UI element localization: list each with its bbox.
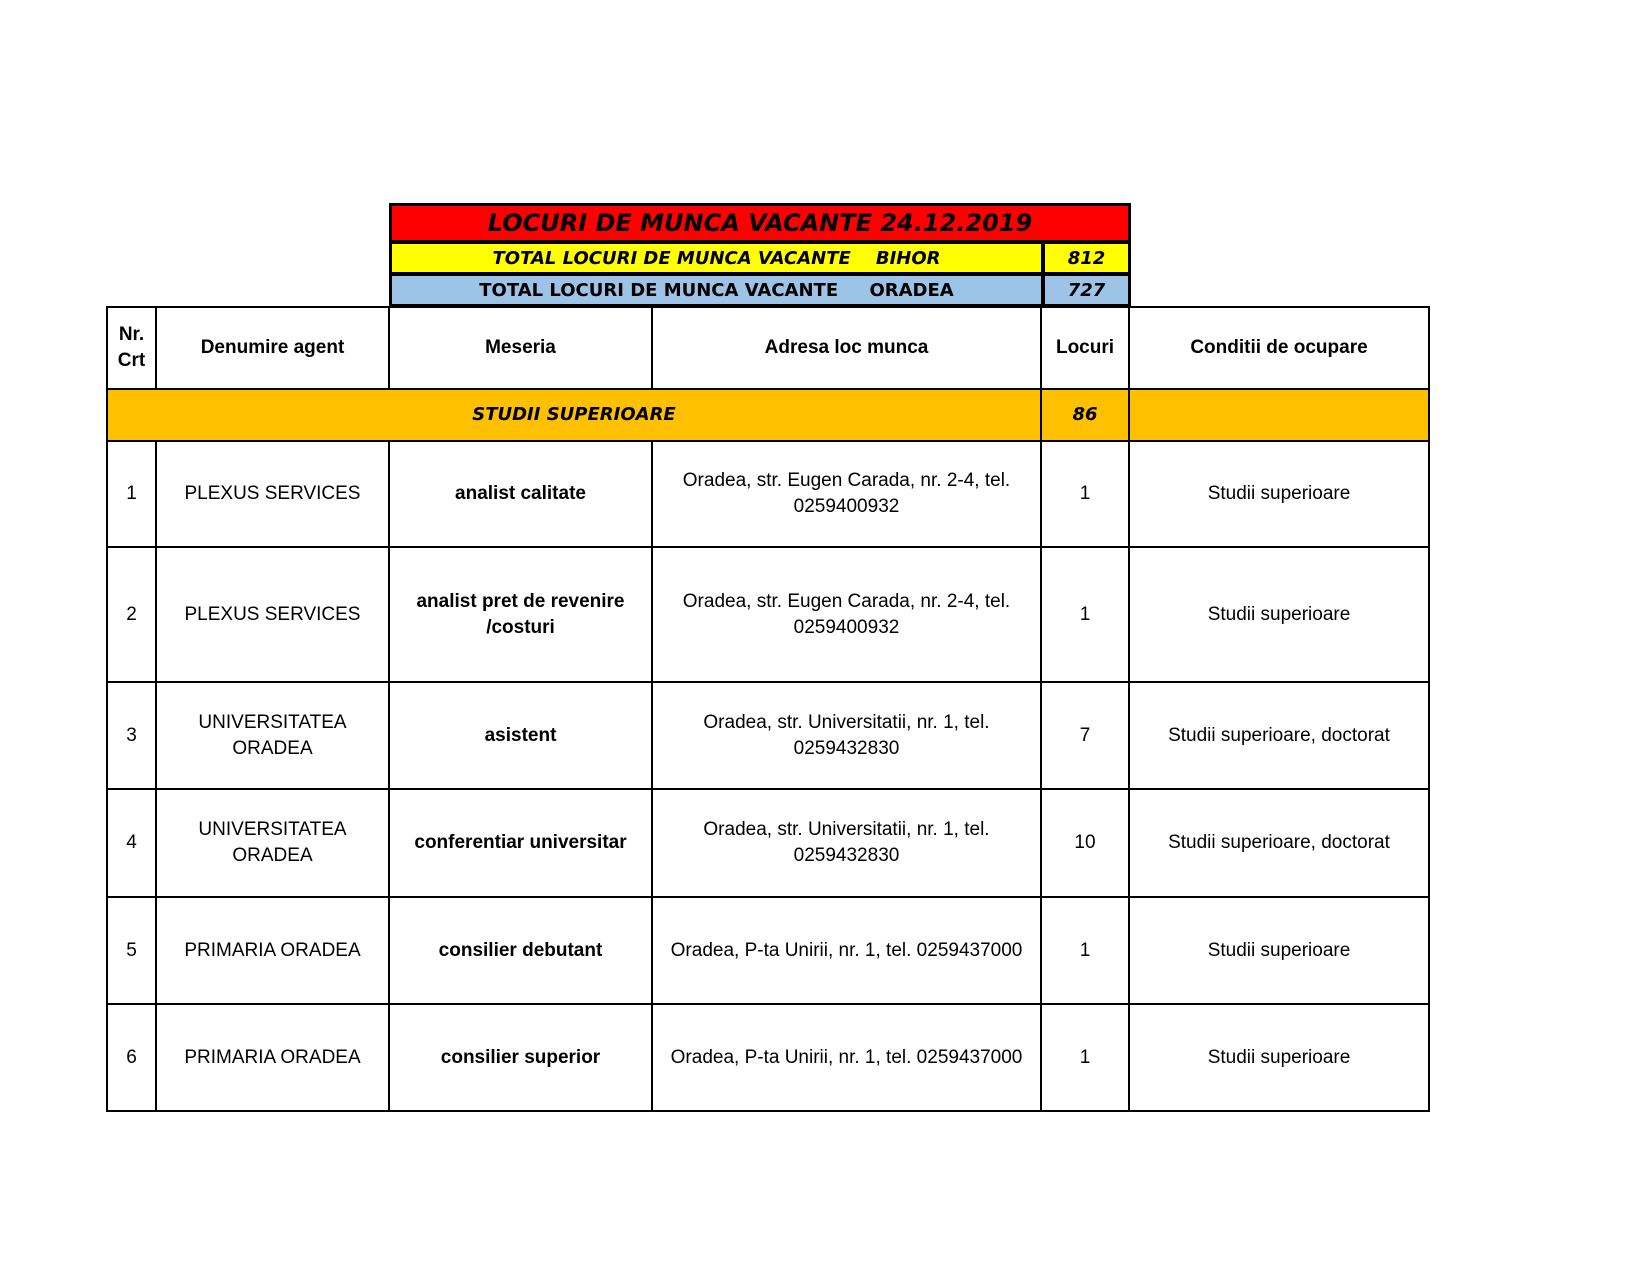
- row-agent: UNIVERSITATEA ORADEA: [156, 682, 389, 789]
- header-meseria: Meseria: [389, 307, 652, 389]
- table-row: [107, 789, 1429, 897]
- section-row: [107, 389, 1429, 441]
- row-meseria: conferentiar universitar: [389, 789, 652, 897]
- row-nr: 6: [107, 1004, 156, 1111]
- table-row: [107, 547, 1429, 682]
- row-agent: PLEXUS SERVICES: [156, 547, 389, 682]
- row-conditii: Studii superioare: [1129, 897, 1429, 1004]
- row-adresa: Oradea, P-ta Unirii, nr. 1, tel. 0259437000: [652, 1004, 1041, 1111]
- total-bihor-label: TOTAL LOCURI DE MUNCA VACANTE BIHOR: [389, 241, 1044, 275]
- row-locuri: 10: [1041, 789, 1129, 897]
- row-agent: PLEXUS SERVICES: [156, 441, 389, 547]
- row-conditii: Studii superioare: [1129, 441, 1429, 547]
- row-meseria: analist pret de revenire /costuri: [389, 547, 652, 682]
- total-bihor-value: 812: [1042, 241, 1131, 275]
- header-row: [107, 307, 1429, 389]
- row-adresa: Oradea, P-ta Unirii, nr. 1, tel. 0259437000: [652, 897, 1041, 1004]
- page-title: LOCURI DE MUNCA VACANTE 24.12.2019: [389, 203, 1131, 243]
- row-agent: PRIMARIA ORADEA: [156, 897, 389, 1004]
- row-conditii: Studii superioare, doctorat: [1129, 789, 1429, 897]
- header-nr: Nr. Crt: [107, 307, 156, 389]
- row-adresa: Oradea, str. Eugen Carada, nr. 2-4, tel. 0259400932: [652, 547, 1041, 682]
- row-conditii: Studii superioare, doctorat: [1129, 682, 1429, 789]
- header-conditii: Conditii de ocupare: [1129, 307, 1429, 389]
- row-adresa: Oradea, str. Eugen Carada, nr. 2-4, tel. 0259400932: [652, 441, 1041, 547]
- row-conditii: Studii superioare: [1129, 1004, 1429, 1111]
- total-oradea-label: TOTAL LOCURI DE MUNCA VACANTE ORADEA: [389, 273, 1044, 307]
- section-label: STUDII SUPERIOARE: [107, 389, 1041, 441]
- header-agent: Denumire agent: [156, 307, 389, 389]
- row-locuri: 1: [1041, 441, 1129, 547]
- row-meseria: asistent: [389, 682, 652, 789]
- row-agent: UNIVERSITATEA ORADEA: [156, 789, 389, 897]
- table-row: [107, 897, 1429, 1004]
- row-nr: 1: [107, 441, 156, 547]
- row-locuri: 7: [1041, 682, 1129, 789]
- row-nr: 4: [107, 789, 156, 897]
- row-nr: 3: [107, 682, 156, 789]
- table-row: [107, 1004, 1429, 1111]
- row-meseria: consilier debutant: [389, 897, 652, 1004]
- row-locuri: 1: [1041, 547, 1129, 682]
- section-empty: [1129, 389, 1429, 441]
- header-adresa: Adresa loc munca: [652, 307, 1041, 389]
- row-meseria: consilier superior: [389, 1004, 652, 1111]
- table-row: [107, 682, 1429, 789]
- row-conditii: Studii superioare: [1129, 547, 1429, 682]
- table-row: [107, 441, 1429, 547]
- row-adresa: Oradea, str. Universitatii, nr. 1, tel. 0259432830: [652, 789, 1041, 897]
- row-agent: PRIMARIA ORADEA: [156, 1004, 389, 1111]
- row-nr: 2: [107, 547, 156, 682]
- row-locuri: 1: [1041, 897, 1129, 1004]
- jobs-table: [106, 306, 1430, 1112]
- row-meseria: analist calitate: [389, 441, 652, 547]
- row-locuri: 1: [1041, 1004, 1129, 1111]
- header-locuri: Locuri: [1041, 307, 1129, 389]
- row-adresa: Oradea, str. Universitatii, nr. 1, tel. 0259432830: [652, 682, 1041, 789]
- total-oradea-value: 727: [1042, 273, 1131, 307]
- row-nr: 5: [107, 897, 156, 1004]
- section-value: 86: [1041, 389, 1129, 441]
